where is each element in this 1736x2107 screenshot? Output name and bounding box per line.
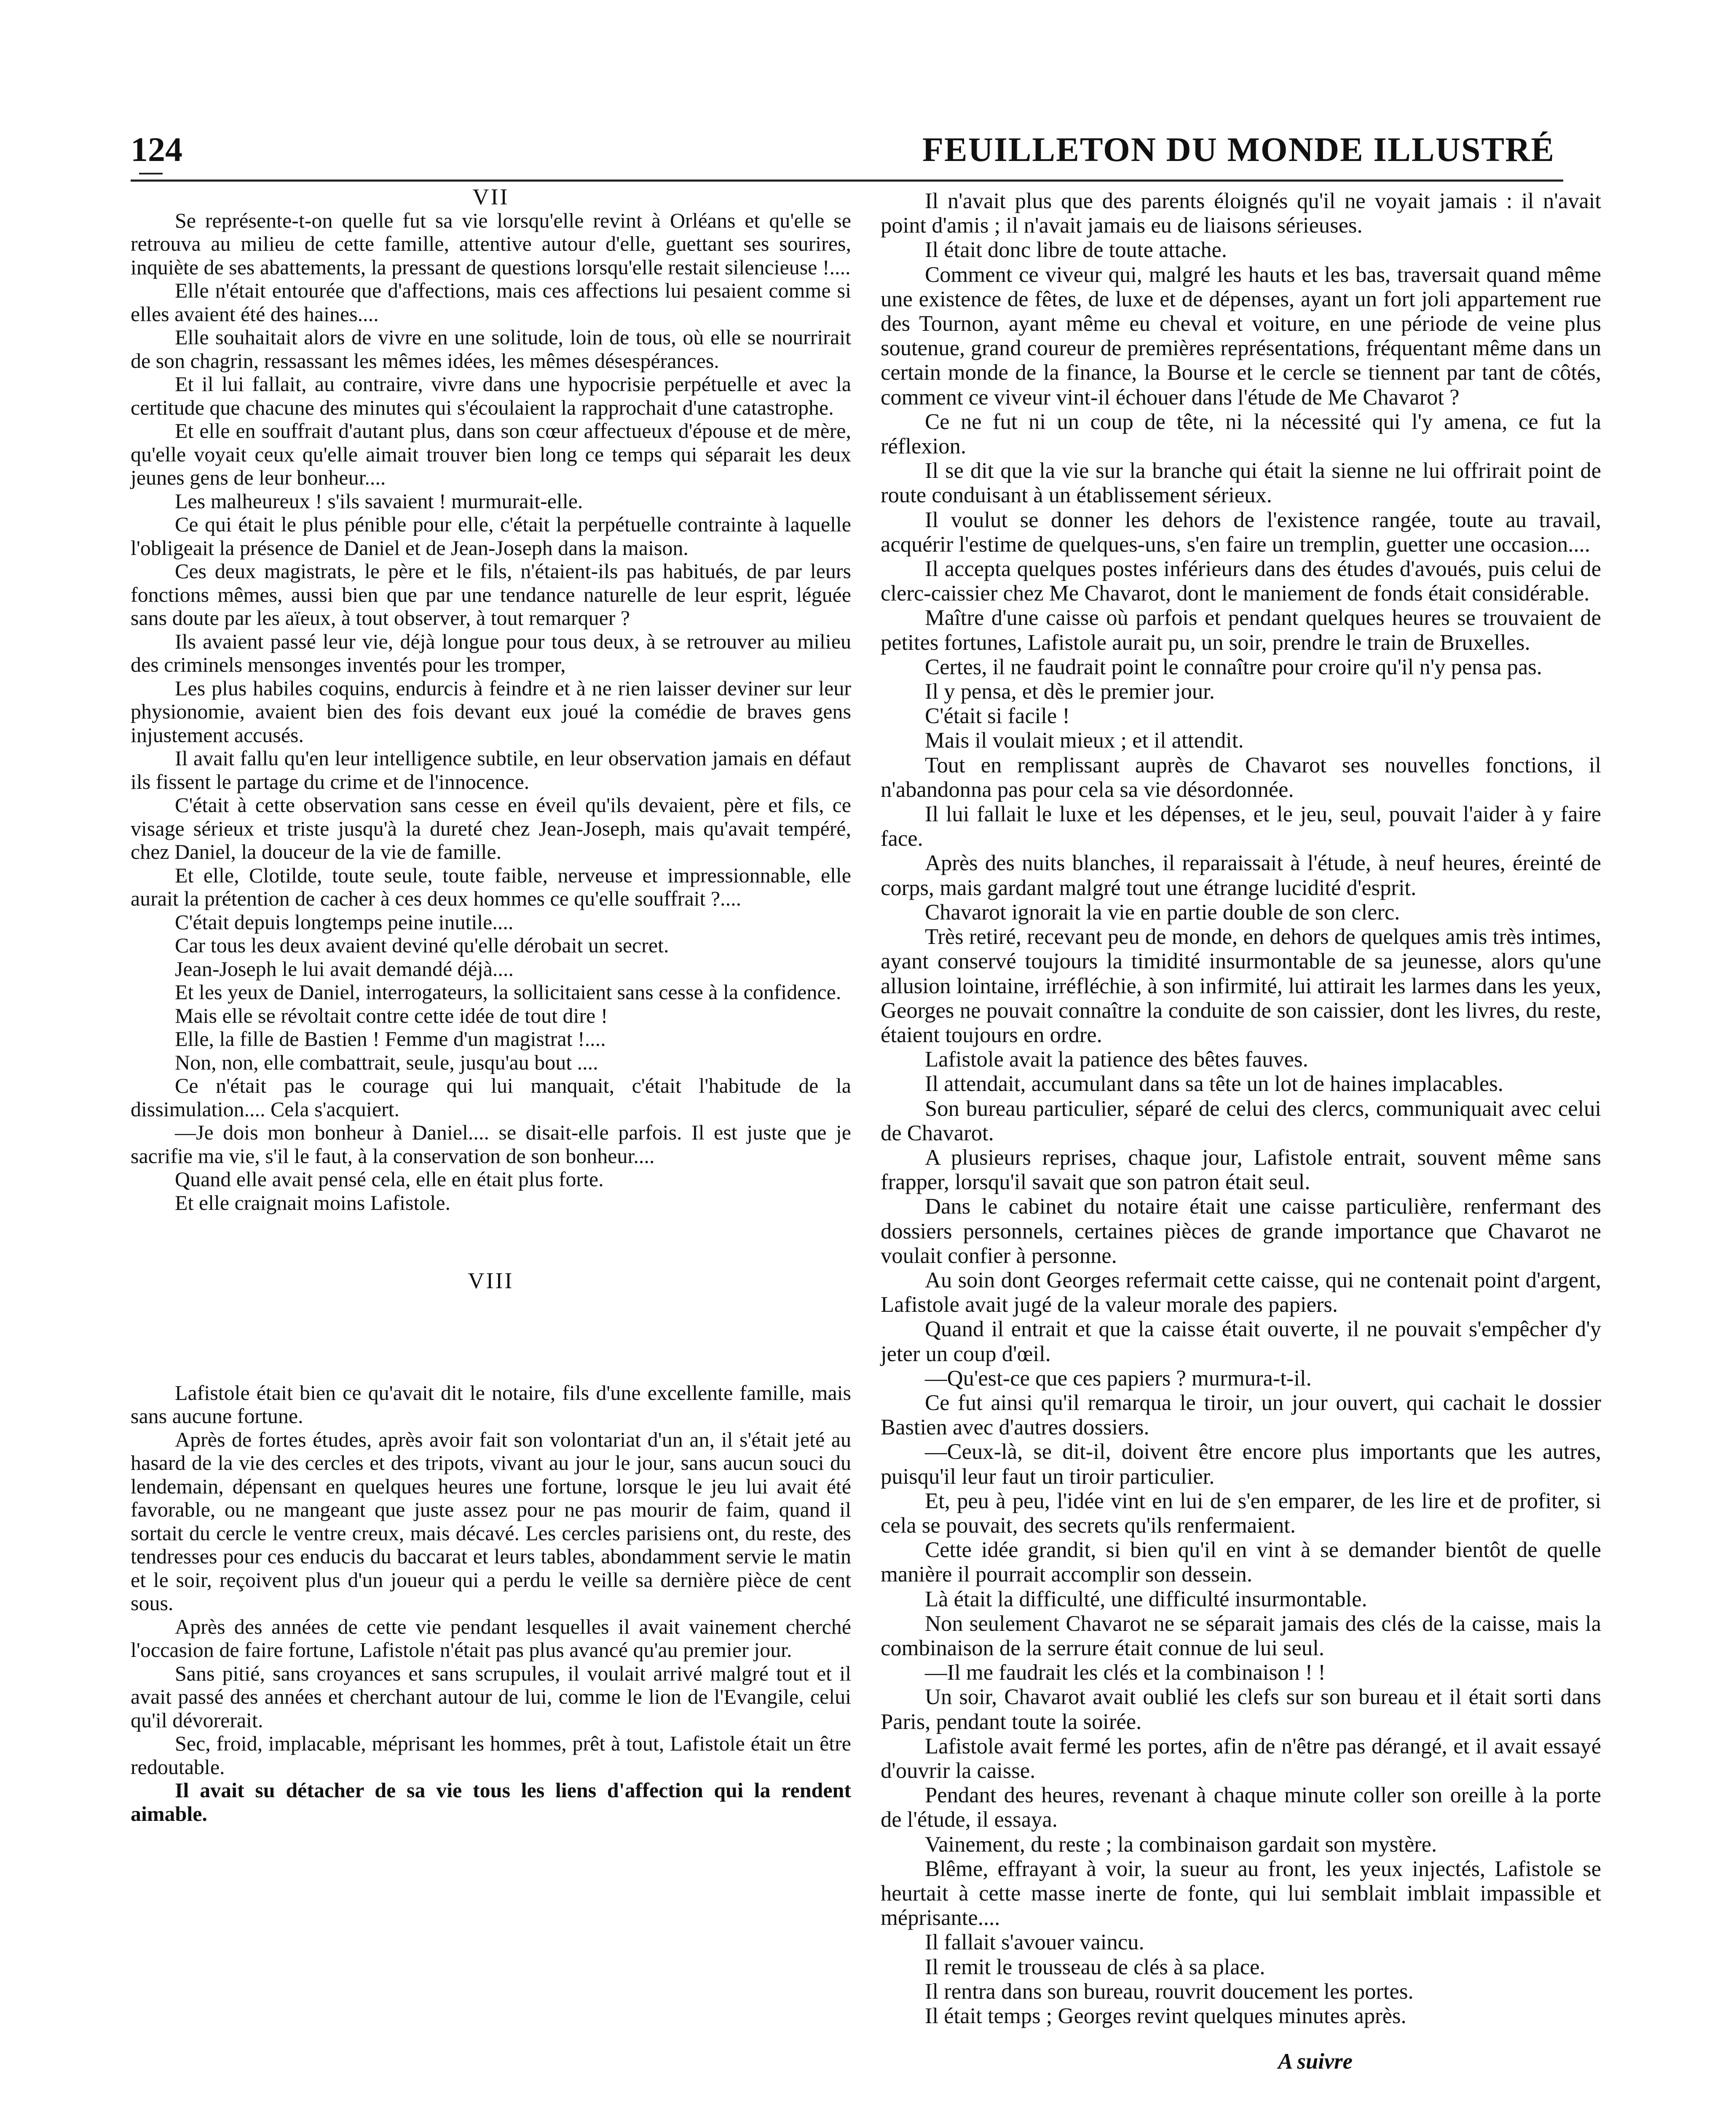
paragraph: Sec, froid, implacable, méprisant les hommes, prêt à tout, Lafistole était un être redoutable. bbox=[131, 1732, 851, 1779]
paragraph: Il voulut se donner les dehors de l'existence rangée, toute au travail, acquérir l'estime de quelques-uns, s'en faire un tremplin, guetter une occasion.... bbox=[881, 507, 1601, 557]
paragraph: Ces deux magistrats, le père et le fils, n'étaient-ils pas habitués, de par leurs fonctions mêmes, aussi bien que par une tendance naturelle de leur esprit, léguée sans doute par les aïeux, à tout observer, à tout remarquer ? bbox=[131, 559, 851, 630]
paragraph: Son bureau particulier, séparé de celui des clercs, communiquait avec celui de Chavarot. bbox=[881, 1096, 1601, 1145]
paragraph: Sans pitié, sans croyances et sans scrupules, il voulait arrivé malgré tout et il avait passé des années et cherchant autour de lui, comme le lion de l'Evangile, celui qu'il dévorerait. bbox=[131, 1661, 851, 1732]
paragraph: Cette idée grandit, si bien qu'il en vint à se demander bientôt de quelle manière il pourrait accomplir son dessein. bbox=[881, 1538, 1601, 1587]
paragraph: Un soir, Chavarot avait oublié les clefs sur son bureau et il était sorti dans Paris, pendant toute la soirée. bbox=[881, 1685, 1601, 1734]
paragraph: Il rentra dans son bureau, rouvrit doucement les portes. bbox=[925, 1979, 1414, 2004]
paragraph: Comment ce viveur qui, malgré les hauts et les bas, traversait quand même une existence de fêtes, de luxe et de dépenses, ayant un fort joli appartement rue des Tournon, ayant même eu cheval et voiture, en une période de veine plus soutenue, grand coureur de premières représentations, fréquentant même dans un certain monde de la finance, la Bourse et le cercle se tiennent par tant de côtés, comment ce viveur vint-il échouer dans l'étude de Me Chavarot ? bbox=[881, 262, 1601, 410]
paragraph: Elle n'était entourée que d'affections, mais ces affections lui pesaient comme si elles avaient été des haines.... bbox=[131, 279, 851, 326]
running-title: FEUILLETON DU MONDE ILLUSTRÉ bbox=[922, 130, 1555, 169]
paragraph: Elle souhaitait alors de vivre en une solitude, loin de tous, où elle se nourrirait de son chagrin, ressassant les mêmes idées, les mêmes désespérances. bbox=[131, 325, 851, 373]
paragraph: Mais elle se révoltait contre cette idée de tout dire ! bbox=[175, 1003, 608, 1027]
paragraph: Ils avaient passé leur vie, déjà longue pour tous deux, à se retrouver au milieu des criminels mensonges inventés pour les tromper, bbox=[131, 629, 851, 676]
paragraph: Il y pensa, et dès le premier jour. bbox=[925, 679, 1215, 704]
paragraph: Et il lui fallait, au contraire, vivre dans une hypocrisie perpétuelle et avec la certitude que chacune des minutes qui s'écoulaient la rapprochait d'une catastrophe. bbox=[131, 372, 851, 419]
page-header bbox=[131, 126, 1555, 173]
right-column bbox=[881, 189, 1601, 2074]
paragraph: Il fallait s'avouer vaincu. bbox=[925, 1930, 1144, 1955]
paragraph: Il remit le trousseau de clés à sa place. bbox=[925, 1954, 1265, 1979]
paragraph: Vainement, du reste ; la combinaison gardait son mystère. bbox=[925, 1832, 1437, 1857]
paragraph: Après de fortes études, après avoir fait son volontariat d'un an, il s'était jeté au hasard de la vie des cercles et des tripots, vivant au jour le jour, sans aucun souci du lendemain, dépensant en quelques heures une fortune, lorsque le jeu lui avait été favorable, ou ne mangeant que juste assez pour ne pas mourir de faim, quand il sortait du cercle le ventre creux, mais décavé. Les cercles parisiens ont, du reste, des tendresses pour ces enducis du baccarat et leurs tables, abondamment servie le matin et le soir, reçoivent plus d'un joueur qui a perdu le veille sa dernière pièce de cent sous. bbox=[131, 1427, 851, 1615]
paragraph: Ce qui était le plus pénible pour elle, c'était la perpétuelle contrainte à laquelle l'obligeait la présence de Daniel et de Jean-Joseph dans la maison. bbox=[131, 512, 851, 560]
paragraph: —Je dois mon bonheur à Daniel.... se disait-elle parfois. Il est juste que je sacrifie ma vie, s'il le faut, à la conservation de son bonheur.... bbox=[131, 1121, 851, 1168]
paragraph: Mais il voulait mieux ; et il attendit. bbox=[925, 728, 1244, 753]
paragraph: Lafistole avait fermé les portes, afin de n'être pas dérangé, et il avait essayé d'ouvrir la caisse. bbox=[881, 1734, 1601, 1783]
paragraph: Et elle en souffrait d'autant plus, dans son cœur affectueux d'épouse et de mère, qu'elle voyait ceux qu'elle aimait trouver bien long ce temps qui séparait les deux jeunes gens de leur bonheur.... bbox=[131, 419, 851, 489]
paragraph: A plusieurs reprises, chaque jour, Lafistole entrait, souvent même sans frapper, lorsqu'il savait que son patron était seul. bbox=[881, 1145, 1601, 1195]
right-column-body bbox=[881, 189, 1601, 2028]
paragraph: C'était à cette observation sans cesse en éveil qu'ils devaient, père et fils, ce visage sérieux et triste jusqu'à la dureté chez Jean-Joseph, mais qu'avait tempéré, chez Daniel, la douceur de la vie de famille. bbox=[131, 793, 851, 863]
paragraph: Certes, il ne faudrait point le connaître pour croire qu'il n'y pensa pas. bbox=[925, 654, 1542, 679]
paragraph: Elle, la fille de Bastien ! Femme d'un magistrat !.... bbox=[175, 1027, 606, 1051]
paragraph: —Il me faudrait les clés et la combinaison ! ! bbox=[925, 1660, 1326, 1685]
paragraph: C'était si facile ! bbox=[925, 704, 1070, 729]
paragraph: Pendant des heures, revenant à chaque minute coller son oreille à la porte de l'étude, il essaya. bbox=[881, 1783, 1601, 1832]
paragraph: Blême, effrayant à voir, la sueur au front, les yeux injectés, Lafistole se heurtait à cette masse inerte de fonte, qui lui semblait imblait impassible et méprisante.... bbox=[881, 1856, 1601, 1930]
paragraph: Les plus habiles coquins, endurcis à feindre et à ne rien laisser deviner sur leur physionomie, avaient bien des fois devant eux joué la comédie de braves gens injustement accusés. bbox=[131, 676, 851, 747]
paragraph: Non seulement Chavarot ne se séparait jamais des clés de la caisse, mais la combinaison de la serrure était connue de lui seul. bbox=[881, 1611, 1601, 1660]
paragraph: Lafistole avait la patience des bêtes fauves. bbox=[925, 1047, 1308, 1072]
paragraph: C'était depuis longtemps peine inutile.... bbox=[175, 910, 514, 934]
paragraph: Et elle, Clotilde, toute seule, toute faible, nerveuse et impressionnable, elle aurait la prétention de cacher à ces deux hommes ce qu'elle souffrait ?.... bbox=[131, 863, 851, 910]
paragraph: Car tous les deux avaient deviné qu'elle dérobait un secret. bbox=[175, 933, 669, 957]
chapter-vii-body bbox=[131, 209, 851, 1215]
paragraph: Dans le cabinet du notaire était une caisse particulière, renfermant des dossiers personnels, certaines pièces de grande importance que Chavarot ne voulait confier à personne. bbox=[881, 1194, 1601, 1268]
paragraph: Se représente-t-on quelle fut sa vie lorsqu'elle revint à Orléans et qu'elle se retrouva au milieu de cette famille, attentive autour d'elle, guettant ses sourires, inquiète de ses abattements, la pressant de questions lorsqu'elle restait silencieuse !.... bbox=[131, 208, 851, 279]
paragraph: Et les yeux de Daniel, interrogateurs, la sollicitaient sans cesse à la confidence. bbox=[175, 980, 841, 1004]
paragraph: Lafistole était bien ce qu'avait dit le notaire, fils d'une excellente famille, mais sans aucune fortune. bbox=[131, 1381, 851, 1428]
paragraph: Et, peu à peu, l'idée vint en lui de s'en emparer, de les lire et de profiter, si cela se pouvait, des secrets qu'ils renfermaient. bbox=[881, 1488, 1601, 1538]
paragraph: Après des nuits blanches, il reparaissait à l'étude, à neuf heures, éreinté de corps, mais gardant malgré tout une étrange lucidité d'esprit. bbox=[881, 851, 1601, 900]
paragraph: —Qu'est-ce que ces papiers ? murmura-t-il. bbox=[925, 1366, 1312, 1391]
page-number: 124 bbox=[131, 130, 182, 169]
a-suivre: A suivre bbox=[1278, 2049, 1353, 2074]
header-rule-mark bbox=[139, 173, 163, 174]
left-column bbox=[131, 185, 851, 1826]
paragraph: Il attendait, accumulant dans sa tête un lot de haines implacables. bbox=[925, 1072, 1503, 1096]
paragraph: Maître d'une caisse où parfois et pendant quelques heures se trouvaient de petites fortunes, Lafistole aurait pu, un soir, prendre le train de Bruxelles. bbox=[881, 606, 1601, 655]
paragraph: Il se dit que la vie sur la branche qui était la sienne ne lui offrirait point de route conduisant à un établissement sérieux. bbox=[881, 458, 1601, 508]
paragraph: Il accepta quelques postes inférieurs dans des études d'avoués, puis celui de clerc-caissier chez Me Chavarot, dont le maniement de fonds était considérable. bbox=[881, 557, 1601, 606]
paragraph: Quand elle avait pensé cela, elle en était plus forte. bbox=[175, 1167, 604, 1191]
paragraph: Ce n'était pas le courage qui lui manquait, c'était l'habitude de la dissimulation.... Cela s'acquiert. bbox=[131, 1074, 851, 1121]
paragraph: Très retiré, recevant peu de monde, en dehors de quelques amis très intimes, ayant conservé toujours la timidité insurmontable de sa jeunesse, alors qu'une allusion lointaine, irréfléchie, à son infirmité, lui attirait les larmes dans les yeux, Georges ne pouvait connaître la conduite de son caissier, dont les livres, du reste, étaient toujours en ordre. bbox=[881, 925, 1601, 1047]
paragraph: Ce fut ainsi qu'il remarqua le tiroir, un jour ouvert, qui cachait le dossier Bastien avec d'autres dossiers. bbox=[881, 1390, 1601, 1440]
paragraph: —Ceux-là, se dit-il, doivent être encore plus importants que les autres, puisqu'il leur faut un tiroir particulier. bbox=[881, 1440, 1601, 1489]
paragraph-bold: Il avait su détacher de sa vie tous les liens d'affection qui la rendent aimable. bbox=[131, 1778, 851, 1826]
chapter-viii-body bbox=[131, 1381, 851, 1779]
chapter-heading-vii: VII bbox=[472, 184, 509, 209]
header-rule bbox=[131, 180, 1563, 182]
paragraph: Non, non, elle combattrait, seule, jusqu'au bout .... bbox=[175, 1050, 598, 1074]
paragraph: Il lui fallait le luxe et les dépenses, et le jeu, seul, pouvait l'aider à y faire face. bbox=[881, 802, 1601, 851]
chapter-heading-viii: VIII bbox=[468, 1268, 514, 1293]
paragraph: Là était la difficulté, une difficulté insurmontable. bbox=[925, 1587, 1367, 1611]
paragraph: Après des années de cette vie pendant lesquelles il avait vainement cherché l'occasion de faire fortune, Lafistole n'était pas plus avancé qu'au premier jour. bbox=[131, 1614, 851, 1662]
paragraph: Au soin dont Georges refermait cette caisse, qui ne contenait point d'argent, Lafistole avait jugé de la valeur morale des papiers. bbox=[881, 1268, 1601, 1317]
paragraph: Les malheureux ! s'ils savaient ! murmurait-elle. bbox=[175, 489, 583, 513]
paragraph: Il était temps ; Georges revint quelques minutes après. bbox=[925, 2004, 1406, 2029]
paragraph: Il était donc libre de toute attache. bbox=[925, 238, 1227, 263]
paragraph: Il avait fallu qu'en leur intelligence subtile, en leur observation jamais en défaut ils fissent le partage du crime et de l'innocence. bbox=[131, 746, 851, 793]
paragraph: Ce ne fut ni un coup de tête, ni la nécessité qui l'y amena, ce fut la réflexion. bbox=[881, 409, 1601, 459]
paragraph: Tout en remplissant auprès de Chavarot ses nouvelles fonctions, il n'abandonna pas pour cela sa vie désordonnée. bbox=[881, 753, 1601, 802]
paragraph: Chavarot ignorait la vie en partie double de son clerc. bbox=[925, 900, 1400, 925]
paragraph: Il n'avait plus que des parents éloignés qu'il ne voyait jamais : il n'avait point d'amis ; il n'avait jamais eu de liaisons sérieuses. bbox=[881, 189, 1601, 238]
paragraph: Quand il entrait et que la caisse était ouverte, il ne pouvait s'empêcher d'y jeter un coup d'œil. bbox=[881, 1317, 1601, 1366]
paragraph: Et elle craignait moins Lafistole. bbox=[175, 1190, 450, 1214]
paragraph: Jean-Joseph le lui avait demandé déjà.... bbox=[175, 957, 514, 981]
